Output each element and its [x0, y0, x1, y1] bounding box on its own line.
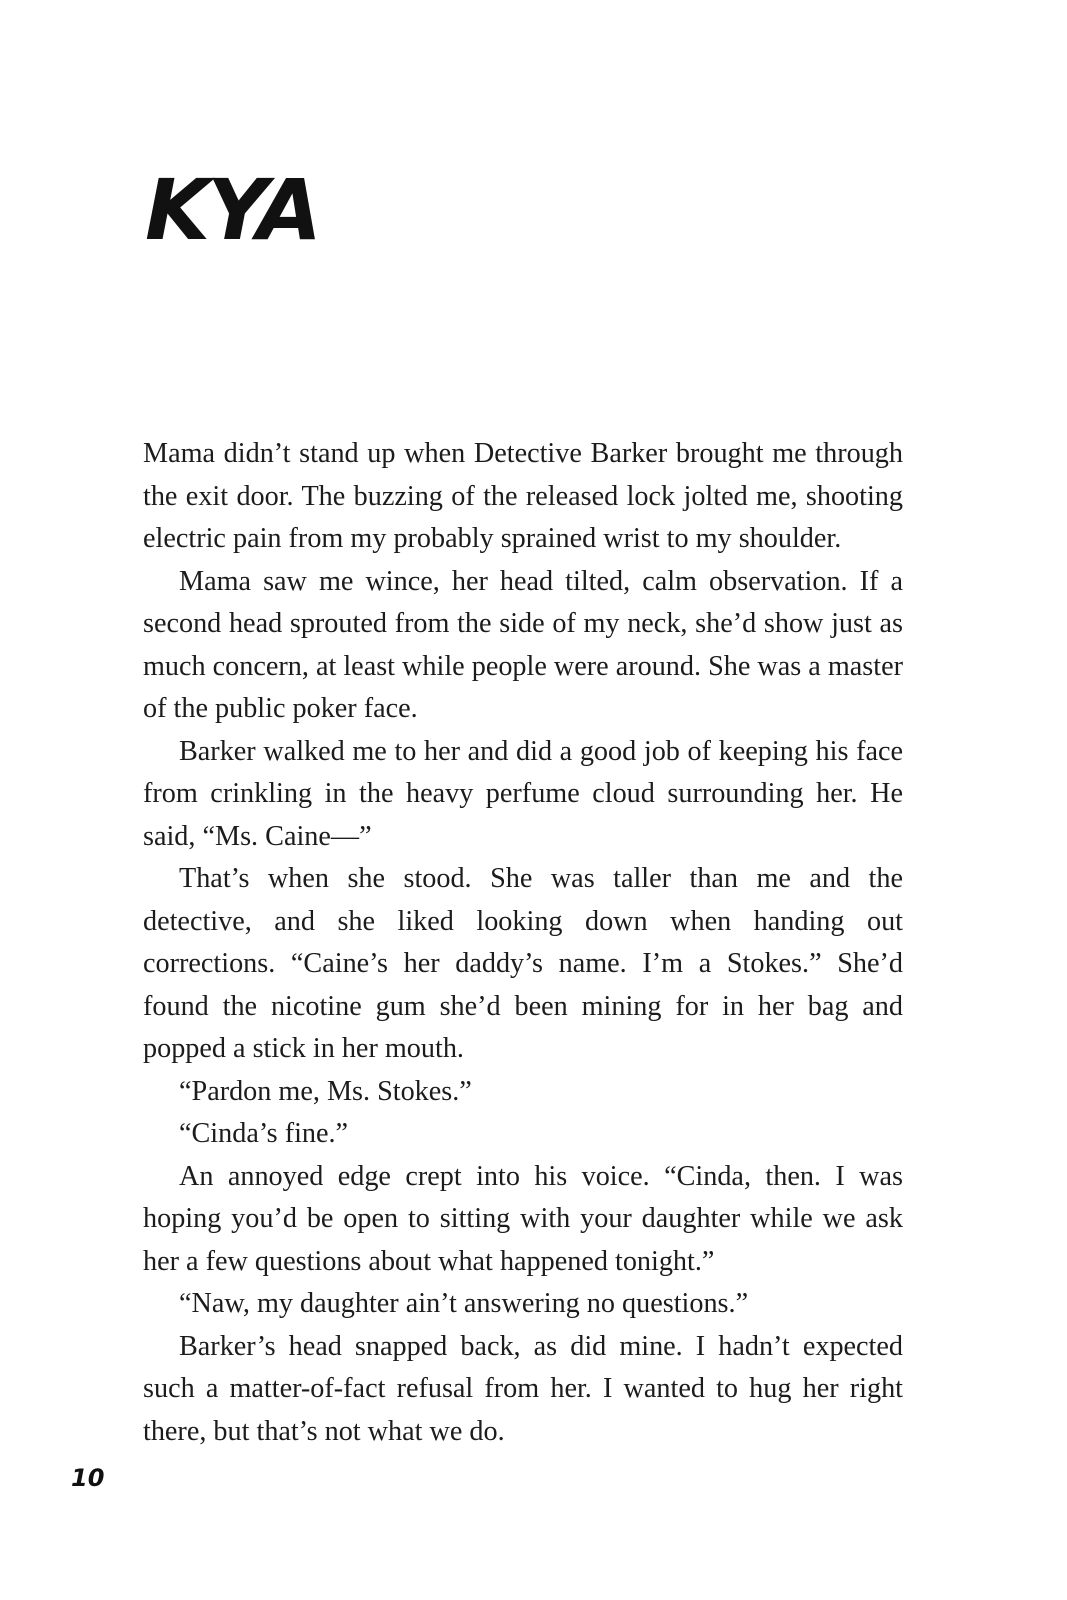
body-text	[143, 433, 903, 1453]
page-number: 10	[71, 1464, 105, 1492]
paragraph: “Naw, my daughter ain’t answering no questions.”	[179, 1288, 749, 1319]
paragraph: Mama didn’t stand up when Detective Barker brought me through the exit door. The buzzing of the released lock jolted me, shooting electric pain from my probably sprained wrist to my shoulder.	[143, 438, 903, 554]
paragraph: Barker walked me to her and did a good job of keeping his face from crinkling in the heavy perfume cloud surrounding her. He said, “Ms. Caine—”	[143, 735, 903, 852]
paragraph: An annoyed edge crept into his voice. “Cinda, then. I was hoping you’d be open to sitting with your daughter while we ask her a few questions about what happened tonight.”	[143, 1160, 903, 1277]
paragraph: “Cinda’s fine.”	[179, 1118, 349, 1149]
paragraph: Mama saw me wince, her head tilted, calm observation. If a second head sprouted from the side of my neck, she’d show just as much concern, at least while people were around. She was a master of the public poker face.	[143, 565, 903, 724]
paragraph: “Pardon me, Ms. Stokes.”	[179, 1075, 472, 1107]
paragraph: That’s when she stood. She was taller than me and the detective, and she liked looking down when handing out corrections. “Caine’s her daddy’s name. I’m a Stokes.” She’d found the nicotine gum she’d been mining for in her bag and popped a stick in her mouth.	[143, 863, 903, 1064]
chapter-title: KYA	[145, 161, 319, 259]
paragraph: Barker’s head snapped back, as did mine. I hadn’t expected such a matter-of-fact refusal from her. I wanted to hug her right there, but that’s not what we do.	[143, 1330, 903, 1447]
